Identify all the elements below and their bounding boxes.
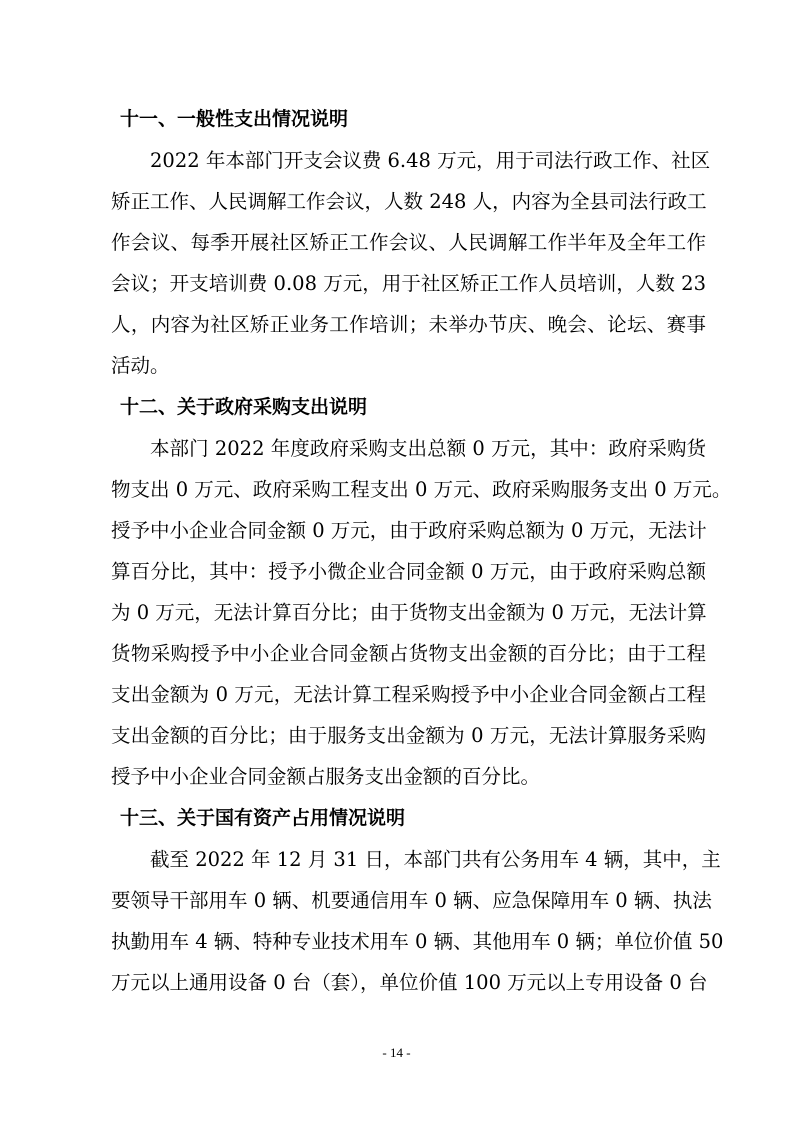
text-line: 本部门 2022 年度政府采购支出总额 0 万元，其中：政府采购货: [150, 437, 706, 460]
section-paragraph-12: [111, 428, 732, 797]
document-body: [111, 98, 732, 1003]
text-line: 物支出 0 万元、政府采购工程支出 0 万元、政府采购服务支出 0 万元。: [111, 478, 732, 501]
text-line: 授予中小企业合同金额占服务支出金额的百分比。: [111, 765, 541, 788]
text-line: 支出金额为 0 万元，无法计算工程采购授予中小企业合同金额占工程: [111, 683, 706, 706]
section-heading-12: 十二、关于政府采购支出说明: [120, 396, 368, 418]
section-paragraph-13: [111, 839, 724, 1003]
section-heading-11: 十一、一般性支出情况说明: [120, 108, 349, 130]
text-line: 算百分比，其中：授予小微企业合同金额 0 万元，由于政府采购总额: [111, 560, 706, 583]
text-line: 人，内容为社区矫正业务工作培训；未举办节庆、晚会、论坛、赛事: [111, 313, 706, 336]
section-paragraph-11: [111, 140, 711, 386]
page-number: - 14 -: [382, 1045, 411, 1060]
text-line: 2022 年本部门开支会议费 6.48 万元，用于司法行政工作、社区: [150, 149, 711, 172]
text-line: 为 0 万元，无法计算百分比；由于货物支出金额为 0 万元，无法计算: [111, 601, 707, 624]
text-line: 支出金额的百分比；由于服务支出金额为 0 万元，无法计算服务采购: [111, 724, 706, 747]
text-line: 作会议、每季开展社区矫正工作会议、人民调解工作半年及全年工作: [111, 231, 706, 254]
text-line: 截至 2022 年 12 月 31 日，本部门共有公务用车 4 辆，其中，主: [150, 848, 721, 871]
text-line: 要领导干部用车 0 辆、机要通信用车 0 辆、应急保障用车 0 辆、执法: [111, 889, 712, 912]
text-line: 万元以上通用设备 0 台（套），单位价值 100 万元以上专用设备 0 台: [111, 971, 708, 994]
section-heading-13: 十三、关于国有资产占用情况说明: [120, 807, 406, 829]
text-line: 货物采购授予中小企业合同金额占货物支出金额的百分比；由于工程: [111, 642, 706, 665]
text-line: 会议；开支培训费 0.08 万元，用于社区矫正工作人员培训，人数 23: [111, 272, 706, 295]
text-line: 矫正工作、人民调解工作会议，人数 248 人，内容为全县司法行政工: [111, 190, 707, 213]
text-line: 执勤用车 4 辆、特种专业技术用车 0 辆、其他用车 0 辆；单位价值 50: [111, 930, 724, 953]
text-line: 活动。: [111, 354, 170, 377]
text-line: 授予中小企业合同金额 0 万元，由于政府采购总额为 0 万元，无法计: [111, 519, 707, 542]
